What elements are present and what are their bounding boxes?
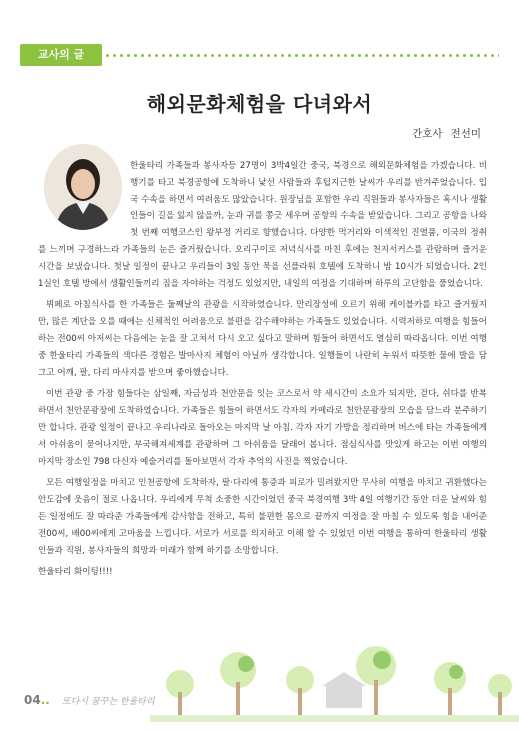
page-number: 04.. [24,693,50,707]
author-role: 간호사 [412,128,443,140]
article-body [38,158,487,586]
author-byline [412,126,481,141]
paragraph: 한울타리 화이팅!!!! [38,567,113,578]
paragraph: 모든 여행일정을 마치고 인천공항에 도착하자, 팔·다리에 통증과 피로가 밀려왔지만 무사히 여행을 마치고 귀환했다는 안도감에 웃음이 절로 나옵니다. 우리에게 무척 소중한 시간이었던 중국 북경여행 3박 4일 여행기간 동안 더운 날씨와 힘든 일정에도 잘 따라준 가족들에게 감사함을 전하고, 특히 불편한 몸으로 끝까지 여정을 잘 마칠 수 있도록 힘을 내어준 전00씨, 배00씨에게 고마움을 느낍니다. 서로가 서로를 의지하고 이해 할 수 있었던 이번 여행을 통하여 한울타리 생활인들과 직원, 봉사자들의 희망과 미래가 함께 하기를 소망합니다. [38,478,487,556]
section-label: 교사의 글 [20,44,102,66]
tree-illustration [150,622,519,722]
footer-brand: 또다시 꿈꾸는 한울타리 [62,697,155,707]
paragraph: 이번 관광 중 가장 힘들다는 삼일째, 자금성과 천안문을 잇는 코스로서 약 세시간이 소요가 되지만, 걷다, 쉬다를 반복하면서 천안문광장에 도착하였습니다. 가족들은 힘들어 하면서도 각자의 카메라로 천안문광장의 모습을 담느라 분주하기만 합니다. 관광 일정이 끝나고 우리나라로 돌아오는 마지막 날 아침. 각자 자기 가방을 정리하며 버스에 타는 가족들에게서 아쉬움이 묻어나지만, 부국해져세계를 관광하며 그 아쉬움을 달래어 봅니다. 점심식사를 맛있게 하고는 이번 여행의 마지막 장소인 798 다신자 예술거리를 돌아보면서 각자 추억의 사진을 찍었습니다. [38,389,487,467]
header-dotted-divider [104,54,499,57]
article-title: 해외문화체험을 다녀와서 [146,92,373,116]
paragraph: 한울타리 가족들과 봉사자등 27명이 3박4일간 중국, 북경으로 해외문화체험을 가겠습니다. 비행기를 타고 북경공항에 도착하니 낯선 사람들과 후텁지근한 날씨가 우리를 반겨주었습니다. 입국 수속을 하면서 여려움도 많았습니다. 원장님을 포함한 우리 직원들과 봉사자들은 혹시나 생활인들이 길을 잃지 않을까, 눈과 귀를 쫑긋 세우며 공항의 수속을 받았습니다. 그리고 공항을 나와 첫 번째 여행코스인 왕부정 거리로 향했습니다. 다양한 먹거리와 이색적인 진열품, 이국의 정취를 느끼며 구경하느라 가족들의 눈은 즐거웠습니다. 오리구이로 저녁식사를 마친 후에는 천지서커스를 관람하며 즐거운 시간을 보냈습니다. 첫날 일정이 끝나고 우리들이 3일 동안 묵을 선플라워 호텔에 도착하니 밤 10시가 되었습니다. 2인 1실인 호텔 방에서 생활인들끼리 짐을 자야하는 걱정도 있었지만, 내일의 여정을 기대하며 하루의 고단함을 풀었습니다. [38,161,487,289]
paragraph: 뷔페로 아침식사를 한 가족들은 둘째날의 관광을 시작하였습니다. 만리장성에 오르기 위해 케이블카를 타고 즐거웠지만, 많은 계단을 오를 때에는 신체적인 어려움으로 불편을 감수해야하는 가족들도 있었습니다. 시력저하로 여행을 힘들어 하는 전00씨 아저씨는 다음에는 눈을 잘 고쳐서 다시 오고 싶다고 말하며 힘들어 하면서도 열심히 따라옵니다. 이번 여행 중 한울타리 가족들의 색다른 경험은 발마사지 체험이 아닐까 생각합니다. 일행들이 나란히 누워서 따뜻한 물에 발을 담그고 어깨, 팔, 다리 마사지를 받으며 좋아했습니다. [38,300,487,378]
author-name: 전선미 [450,128,481,140]
